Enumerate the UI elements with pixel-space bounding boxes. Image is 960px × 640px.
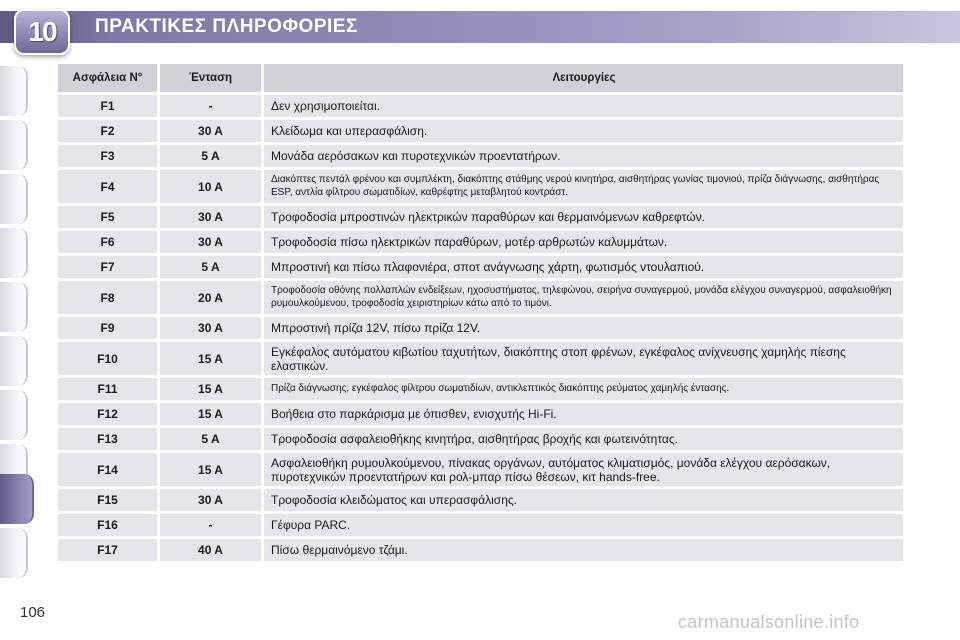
fuse-function: Τροφοδοσία μπροστινών ηλεκτρικών παραθύρων και θερμαινόμενων καθρεφτών. — [264, 206, 903, 228]
table-row — [58, 170, 903, 203]
chapter-tab[interactable] — [0, 120, 28, 170]
page-header — [0, 0, 960, 58]
fuse-amperage: 40 A — [160, 539, 261, 561]
fuse-number: F13 — [58, 428, 157, 450]
page-number: 106 — [20, 604, 46, 621]
table-row — [58, 378, 903, 400]
chapter-tab[interactable] — [0, 282, 28, 332]
chapter-tab[interactable] — [0, 390, 28, 440]
table-row — [58, 403, 903, 425]
fuse-function: Τροφοδοσία πίσω ηλεκτρικών παραθύρων, μοτέρ αρθρωτών καλυμμάτων. — [264, 231, 903, 253]
header-amperage: Ένταση — [160, 64, 261, 92]
fuse-amperage: 5 A — [160, 256, 261, 278]
chapter-tab[interactable] — [0, 228, 28, 278]
fuse-function: Μπροστινή πρίζα 12V, πίσω πρίζα 12V. — [264, 317, 903, 339]
fuse-number: F3 — [58, 145, 157, 167]
fuse-function: Δεν χρησιμοποιείται. — [264, 95, 903, 117]
fuse-function: Κλείδωμα και υπερασφάλιση. — [264, 120, 903, 142]
fuse-function: Βοήθεια στο παρκάρισμα με όπισθεν, ενισχυτής Hi-Fi. — [264, 403, 903, 425]
fuse-function: Μονάδα αερόσακων και πυροτεχνικών προεντατήρων. — [264, 145, 903, 167]
fuse-number: F8 — [58, 281, 157, 314]
fuse-number: F5 — [58, 206, 157, 228]
chapter-tab[interactable] — [0, 174, 28, 224]
fuse-amperage: 10 A — [160, 170, 261, 203]
fuse-amperage: - — [160, 514, 261, 536]
table-row — [58, 281, 903, 314]
header-fuse-number: Ασφάλεια N° — [58, 64, 157, 92]
watermark: carmanualsonline.info — [678, 612, 860, 632]
fuse-number: F17 — [58, 539, 157, 561]
fuse-function: Τροφοδοσία ασφαλειοθήκης κινητήρα, αισθητήρας βροχής και φωτεινότητας. — [264, 428, 903, 450]
fuse-function: Πίσω θερμαινόμενο τζάμι. — [264, 539, 903, 561]
fuse-number: F7 — [58, 256, 157, 278]
fuse-amperage: 15 A — [160, 378, 261, 400]
fuse-number: F10 — [58, 342, 157, 375]
fuse-amperage: 30 A — [160, 120, 261, 142]
fuse-function: Τροφοδοσία οθόνης πολλαπλών ενδείξεων, ηχοσυστήματος, τηλεφώνου, σειρήνα συναγερμού, μονάδα ελέγχου συναγερμού, ασφαλειοθήκη ρυμουλκούμενου, τροφοδοσία χειριστηρίων κάτω από το τιμόνι. — [264, 281, 903, 314]
table-row — [58, 95, 903, 117]
fuse-function: Εγκέφαλος αυτόματου κιβωτίου ταχυτήτων, διακόπτης στοπ φρένων, εγκέφαλος ανίχνευσης χαμηλής πίεσης ελαστικών. — [264, 342, 903, 375]
page-title: ΠΡΑΚΤΙΚΕΣ ΠΛΗΡΟΦΟΡΙΕΣ — [95, 16, 358, 37]
fuse-amperage: 30 A — [160, 489, 261, 511]
table-row — [58, 317, 903, 339]
fuse-number: F16 — [58, 514, 157, 536]
fuse-number: F11 — [58, 378, 157, 400]
fuse-number: F12 — [58, 403, 157, 425]
table-header-row — [58, 64, 903, 92]
table-row — [58, 514, 903, 536]
table-row — [58, 120, 903, 142]
fuse-function: Πρίζα διάγνωσης, εγκέφαλος φίλτρου σωματιδίων, αντικλεπτικός διακόπτης ρεύματος χαμηλής έντασης. — [264, 378, 903, 400]
fuse-function: Μπροστινή και πίσω πλαφονιέρα, σποτ ανάγνωσης χάρτη, φωτισμός ντουλαπιού. — [264, 256, 903, 278]
table-row — [58, 539, 903, 561]
chapter-side-tabs — [0, 62, 40, 582]
fuse-table — [58, 64, 903, 564]
fuse-number: F9 — [58, 317, 157, 339]
fuse-function: Διακόπτες πεντάλ φρένου και συμπλέκτη, διακόπτης στάθμης νερού κινητήρα, αισθητήρας γωνίας τιμονιού, πρίζα διάγνωσης, αισθητήρας ESP, αντλία φίλτρου σωματιδίων, καθρέφτης μεταβλητού κοντράστ. — [264, 170, 903, 203]
chapter-tab[interactable] — [0, 66, 28, 116]
fuse-amperage: 30 A — [160, 231, 261, 253]
fuse-number: F6 — [58, 231, 157, 253]
fuse-amperage: 15 A — [160, 403, 261, 425]
table-row — [58, 231, 903, 253]
chapter-tab-active[interactable] — [0, 474, 34, 524]
fuse-amperage: 15 A — [160, 453, 261, 486]
fuse-number: F1 — [58, 95, 157, 117]
chapter-tab[interactable] — [0, 336, 28, 386]
fuse-amperage: - — [160, 95, 261, 117]
fuse-amperage: 30 A — [160, 206, 261, 228]
table-row — [58, 256, 903, 278]
fuse-number: F15 — [58, 489, 157, 511]
table-row — [58, 145, 903, 167]
fuse-function: Γέφυρα PARC. — [264, 514, 903, 536]
fuse-amperage: 5 A — [160, 145, 261, 167]
table-row — [58, 206, 903, 228]
fuse-function: Τροφοδοσία κλειδώματος και υπερασφάλισης. — [264, 489, 903, 511]
table-row — [58, 489, 903, 511]
fuse-number: F2 — [58, 120, 157, 142]
fuse-amperage: 5 A — [160, 428, 261, 450]
fuse-amperage: 20 A — [160, 281, 261, 314]
chapter-badge: 10 — [14, 9, 70, 55]
fuse-amperage: 30 A — [160, 317, 261, 339]
table-row — [58, 453, 903, 486]
fuse-function: Ασφαλειοθήκη ρυμουλκούμενου, πίνακας οργάνων, αυτόματος κλιματισμός, μονάδα ελέγχου αερόσακων, πυροτεχνικών προεντατήρων και ρολ-μπαρ πίσω θέσεων, κιτ hands-free. — [264, 453, 903, 486]
fuse-number: F14 — [58, 453, 157, 486]
table-row — [58, 342, 903, 375]
fuse-number: F4 — [58, 170, 157, 203]
fuse-amperage: 15 A — [160, 342, 261, 375]
table-row — [58, 428, 903, 450]
header-functions: Λειτουργίες — [264, 64, 903, 92]
chapter-tab[interactable] — [0, 528, 28, 578]
